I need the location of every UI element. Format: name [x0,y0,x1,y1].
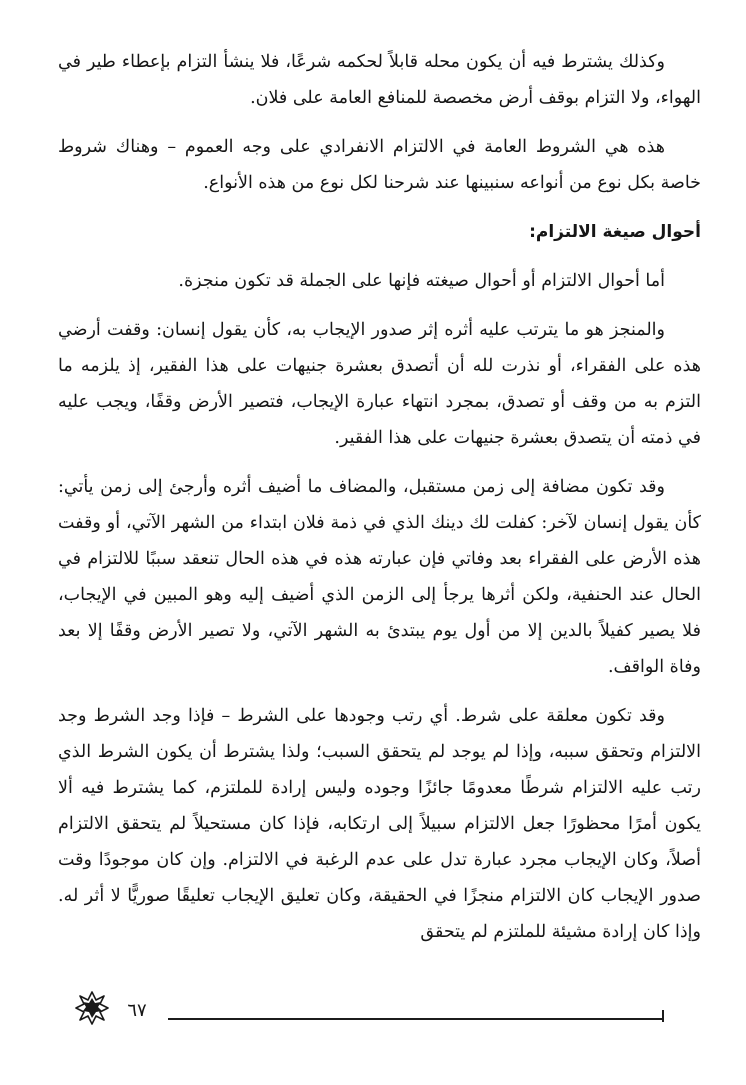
paragraph: وقد تكون معلقة على شرط. أي رتب وجودها على الشرط – فإذا وجد الشرط وجد الالتزام وتحقق سببه، وإذا لم يوجد لم يتحقق السبب؛ ولذا يشترط أن يكون الشرط الذي رتب عليه الالتزام شرطًا معدومًا جائزًا وجوده وليس إرادة للملتزم، كما يشترط فيه ألا يكون أمرًا محظورًا جعل الالتزام سبيلاً إلى ارتكابه، فإذا كان مستحيلاً لم يتحقق الالتزام أصلاً، وكان الإيجاب مجرد عبارة تدل على عدم الرغبة في الالتزام. وإن كان موجودًا وقت صدور الإيجاب كان الالتزام منجزًا في الحقيقة، وكان تعليق الإيجاب تعليقًا صوريًّا لا أثر له. وإذا كان إرادة مشيئة للملتزم لم يتحقق [58,706,701,942]
page-body [58,44,701,950]
footer-rule-end [662,1010,664,1022]
paragraph: والمنجز هو ما يترتب عليه أثره إثر صدور الإيجاب به، كأن يقول إنسان: وقفت أرضي هذه على الفقراء، أو نذرت لله أن أتصدق بعشرة جنيهات على هذا الفقير، إذ يلزمه ما التزم به من وقف أو تصدق، بمجرد انتهاء عبارة الإيجاب، فتصير الأرض وقفًا، ويجب عليه في ذمته أن يتصدق بعشرة جنيهات على هذا الفقير. [58,320,701,448]
paragraph: وكذلك يشترط فيه أن يكون محله قابلاً لحكمه شرعًا، فلا ينشأ التزام بإعطاء طير في الهواء، ولا التزام بوقف أرض مخصصة للمنافع العامة على فلان. [58,52,701,108]
section-heading: أحوال صيغة الالتزام: [529,222,701,242]
paragraph: هذه هي الشروط العامة في الالتزام الانفرادي على وجه العموم – وهناك شروط خاصة بكل نوع من أنواعه سنبينها عند شرحنا لكل نوع من هذه الأنواع. [58,137,701,193]
eight-point-star-ornament-icon [74,990,110,1026]
paragraph: أما أحوال الالتزام أو أحوال صيغته فإنها على الجملة قد تكون منجزة. [178,271,665,291]
paragraph: وقد تكون مضافة إلى زمن مستقبل، والمضاف ما أضيف أثره وأرجئ إلى زمن يأتي: كأن يقول إنسان لآخر: كفلت لك دينك الذي في ذمة فلان ابتداء من الشهر الآتي، أو وقفت هذه الأرض على الفقراء بعد وفاتي فإن عبارته هذه في هذه الحال تنعقد سببًا للالتزام في الحال عند الحنفية، ولكن أثرها يرجأ إلى الزمن الذي أضيف إليه وهو المبين في الإيجاب، فلا يصير كفيلاً بالدين إلا من أول يوم يبتدئ به الشهر الآتي، ولا تصير الأرض وقفًا إلا بعد وفاة الواقف. [58,477,701,677]
footer-rule [168,1018,663,1020]
page-number: ٦٧ [127,1000,147,1021]
